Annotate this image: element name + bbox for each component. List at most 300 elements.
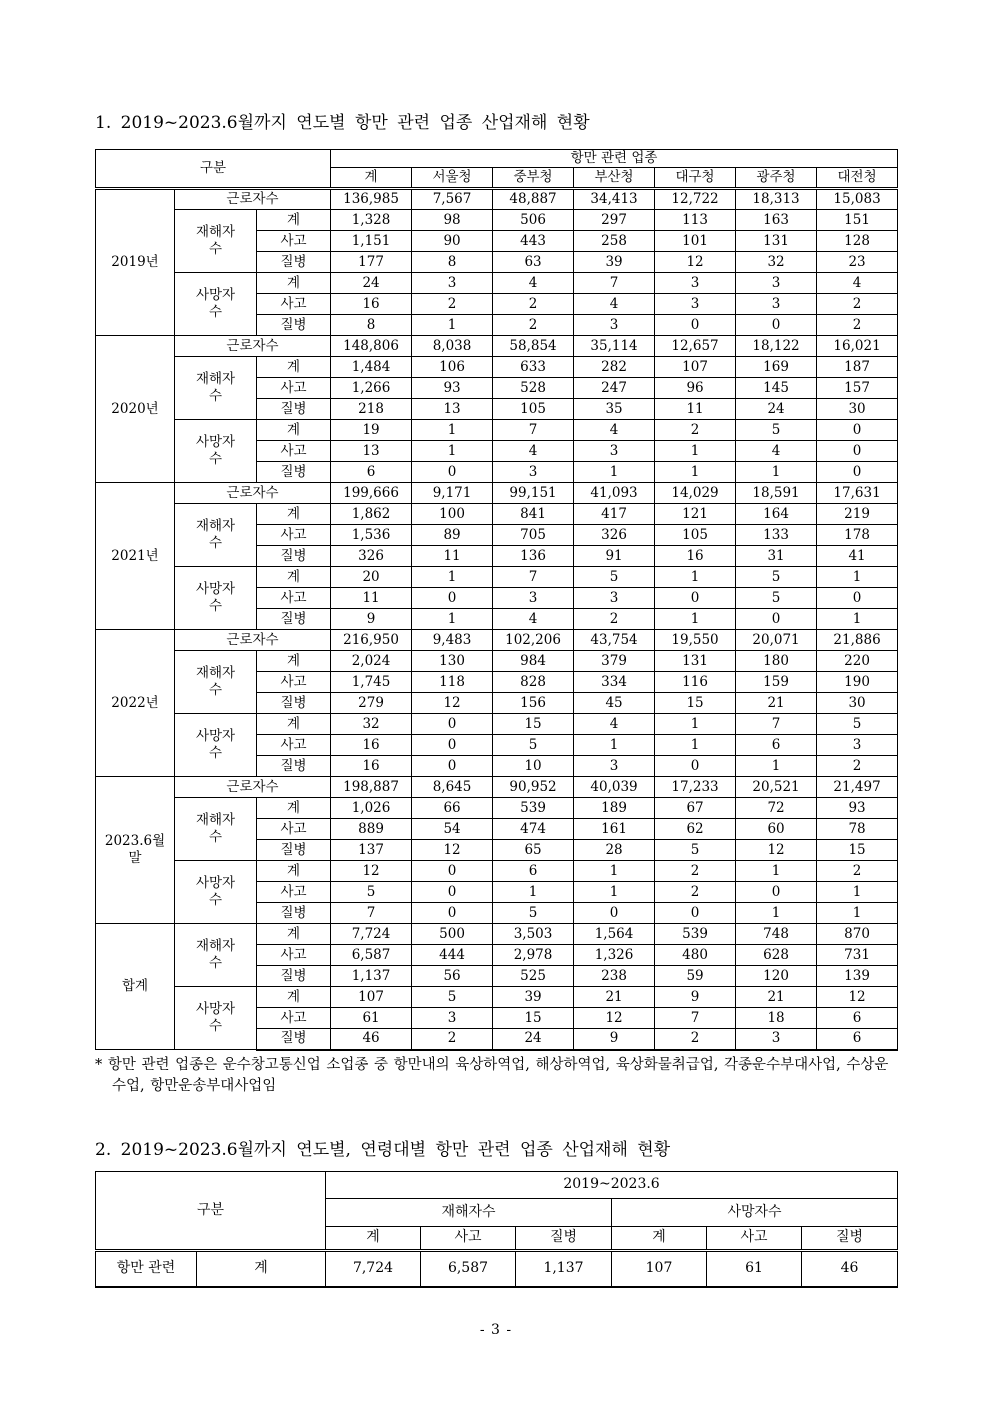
category-cell-text: 재해자수	[195, 518, 236, 552]
value-cell: 2	[817, 861, 898, 882]
value-cell: 1	[412, 420, 493, 441]
value-cell: 1	[655, 714, 736, 735]
value-cell: 7,567	[412, 189, 493, 210]
value-cell: 0	[655, 315, 736, 336]
value-cell: 528	[493, 378, 574, 399]
row-label-cell: 계	[257, 420, 331, 441]
value-cell: 2	[655, 882, 736, 903]
category-cell-text: 재해자수	[195, 812, 236, 846]
category-cell-text: 재해자수	[195, 665, 236, 699]
value-cell: 16,021	[817, 336, 898, 357]
value-cell: 0	[655, 903, 736, 924]
value-cell: 216,950	[331, 630, 412, 651]
workers-label-cell: 근로자수	[175, 483, 331, 504]
col-header-cell: 중부청	[493, 168, 574, 189]
corner-cell: 구분	[96, 150, 331, 189]
value-cell: 1,745	[331, 672, 412, 693]
value-cell: 24	[736, 399, 817, 420]
value-cell: 99,151	[493, 483, 574, 504]
table-row	[96, 420, 898, 441]
value-cell: 39	[574, 252, 655, 273]
value-cell: 28	[574, 840, 655, 861]
value-cell: 7	[655, 1008, 736, 1029]
row-label-cell: 계	[257, 924, 331, 945]
value-cell: 19,550	[655, 630, 736, 651]
row-label-cell: 계	[257, 357, 331, 378]
value-cell: 120	[736, 966, 817, 987]
row-label-cell: 사고	[257, 378, 331, 399]
value-cell: 8,038	[412, 336, 493, 357]
value-cell: 8,645	[412, 777, 493, 798]
value-cell: 7	[574, 273, 655, 294]
value-cell: 417	[574, 504, 655, 525]
value-cell: 1	[655, 441, 736, 462]
year-cell-text: 2022년	[111, 694, 159, 711]
value-cell: 116	[655, 672, 736, 693]
table-row	[96, 1171, 898, 1198]
value-cell: 2,978	[493, 945, 574, 966]
table-row	[96, 504, 898, 525]
col-header-cell: 계	[326, 1226, 421, 1250]
value-cell: 633	[493, 357, 574, 378]
value-cell: 539	[655, 924, 736, 945]
value-cell: 63	[493, 252, 574, 273]
row-label-cell: 사고	[257, 672, 331, 693]
value-cell: 539	[493, 798, 574, 819]
value-cell: 705	[493, 525, 574, 546]
row-label-cell: 질병	[257, 462, 331, 483]
row-label-cell: 계	[257, 504, 331, 525]
value-cell: 16	[331, 735, 412, 756]
row-label-cell: 사고	[257, 525, 331, 546]
category-cell	[175, 987, 257, 1050]
row-label-cell: 사고	[257, 882, 331, 903]
value-cell: 6	[736, 735, 817, 756]
value-cell: 5	[736, 567, 817, 588]
value-cell: 180	[736, 651, 817, 672]
category-cell-text: 재해자수	[195, 938, 236, 972]
value-cell: 8	[412, 252, 493, 273]
value-cell: 9,483	[412, 630, 493, 651]
value-cell: 0	[412, 735, 493, 756]
row-label-cell: 계	[257, 567, 331, 588]
value-cell: 1	[817, 609, 898, 630]
value-cell: 3	[655, 294, 736, 315]
category-cell	[175, 924, 257, 987]
value-cell: 93	[412, 378, 493, 399]
category-cell	[175, 651, 257, 714]
row-label-cell: 질병	[257, 1029, 331, 1050]
value-cell: 2	[493, 315, 574, 336]
value-cell: 2	[655, 420, 736, 441]
value-cell: 2,024	[331, 651, 412, 672]
row-label-cell: 질병	[257, 966, 331, 987]
value-cell: 45	[574, 693, 655, 714]
col-header-cell: 대구청	[655, 168, 736, 189]
value-cell: 3	[412, 273, 493, 294]
value-cell: 628	[736, 945, 817, 966]
value-cell: 102,206	[493, 630, 574, 651]
value-cell: 128	[817, 231, 898, 252]
value-cell: 35,114	[574, 336, 655, 357]
value-cell: 525	[493, 966, 574, 987]
value-cell: 145	[736, 378, 817, 399]
category-cell	[175, 210, 257, 273]
value-cell: 0	[817, 420, 898, 441]
year-cell	[96, 924, 175, 1050]
category-cell	[175, 861, 257, 924]
row-label-cell: 사고	[257, 819, 331, 840]
value-cell: 11	[331, 588, 412, 609]
value-cell: 48,887	[493, 189, 574, 210]
value-cell: 1	[817, 882, 898, 903]
category-cell-text: 사망자수	[195, 287, 236, 321]
row-label-cell: 사고	[257, 1008, 331, 1029]
value-cell: 15	[493, 1008, 574, 1029]
value-cell: 121	[655, 504, 736, 525]
value-cell: 9	[574, 1029, 655, 1050]
value-cell: 93	[817, 798, 898, 819]
value-cell: 131	[736, 231, 817, 252]
value-cell: 282	[574, 357, 655, 378]
value-cell: 7	[493, 420, 574, 441]
value-cell: 13	[412, 399, 493, 420]
value-cell: 159	[736, 672, 817, 693]
value-cell: 12	[412, 840, 493, 861]
value-cell: 16	[331, 756, 412, 777]
table-row	[96, 861, 898, 882]
value-cell: 4	[574, 420, 655, 441]
value-cell: 106	[412, 357, 493, 378]
workers-label-cell: 근로자수	[175, 336, 331, 357]
value-cell: 130	[412, 651, 493, 672]
row-label-cell: 계	[257, 651, 331, 672]
group-header-cell: 재해자수	[326, 1198, 612, 1226]
footnote: * 항만 관련 업종은 운수창고통신업 소업종 중 항만내의 육상하역업, 해상하역업, 육상화물취급업, 각종운수부대사업, 수상운수업, 항만운송부대사업임	[95, 1056, 889, 1094]
value-cell: 1,137	[516, 1250, 612, 1287]
value-cell: 5	[493, 735, 574, 756]
value-cell: 1	[412, 441, 493, 462]
value-cell: 4	[574, 294, 655, 315]
value-cell: 13	[331, 441, 412, 462]
value-cell: 5	[655, 840, 736, 861]
value-cell: 0	[817, 462, 898, 483]
value-cell: 96	[655, 378, 736, 399]
year-cell-text: 2021년	[111, 547, 159, 564]
year-cell	[96, 483, 175, 630]
value-cell: 18,313	[736, 189, 817, 210]
year-cell-text: 2020년	[111, 400, 159, 417]
value-cell: 2	[655, 861, 736, 882]
value-cell: 5	[412, 987, 493, 1008]
table-row	[96, 210, 898, 231]
value-cell: 9	[655, 987, 736, 1008]
value-cell: 35	[574, 399, 655, 420]
value-cell: 9	[331, 609, 412, 630]
value-cell: 4	[493, 273, 574, 294]
value-cell: 279	[331, 693, 412, 714]
value-cell: 7	[736, 714, 817, 735]
col-header-cell: 계	[331, 168, 412, 189]
value-cell: 39	[493, 987, 574, 1008]
value-cell: 2	[412, 294, 493, 315]
value-cell: 15	[655, 693, 736, 714]
value-cell: 748	[736, 924, 817, 945]
table-row	[96, 1250, 898, 1287]
value-cell: 21,497	[817, 777, 898, 798]
value-cell: 66	[412, 798, 493, 819]
value-cell: 12	[736, 840, 817, 861]
value-cell: 21	[574, 987, 655, 1008]
value-cell: 1,137	[331, 966, 412, 987]
year-cell-text: 합계	[121, 978, 149, 995]
value-cell: 0	[736, 315, 817, 336]
value-cell: 1	[736, 462, 817, 483]
table-row	[96, 798, 898, 819]
year-cell-text: 2019년	[111, 254, 159, 271]
value-cell: 7,724	[331, 924, 412, 945]
table-row	[96, 336, 898, 357]
section1-title: 1. 2019~2023.6월까지 연도별 항만 관련 업종 산업재해 현황	[95, 113, 590, 133]
value-cell: 3	[574, 441, 655, 462]
value-cell: 480	[655, 945, 736, 966]
row-label-cell: 계	[197, 1250, 326, 1287]
value-cell: 4	[736, 441, 817, 462]
value-cell: 105	[493, 399, 574, 420]
value-cell: 0	[412, 882, 493, 903]
value-cell: 2	[412, 1029, 493, 1050]
value-cell: 78	[817, 819, 898, 840]
category-cell: 항만 관련	[96, 1250, 197, 1287]
row-label-cell: 질병	[257, 693, 331, 714]
value-cell: 3	[493, 588, 574, 609]
value-cell: 21	[736, 987, 817, 1008]
table-row	[96, 651, 898, 672]
value-cell: 2	[817, 315, 898, 336]
value-cell: 1,266	[331, 378, 412, 399]
row-label-cell: 질병	[257, 252, 331, 273]
value-cell: 12	[655, 252, 736, 273]
value-cell: 3	[655, 273, 736, 294]
value-cell: 5	[331, 882, 412, 903]
value-cell: 30	[817, 693, 898, 714]
value-cell: 43,754	[574, 630, 655, 651]
value-cell: 10	[493, 756, 574, 777]
value-cell: 18	[736, 1008, 817, 1029]
value-cell: 12	[331, 861, 412, 882]
category-cell-text: 사망자수	[195, 728, 236, 762]
value-cell: 258	[574, 231, 655, 252]
value-cell: 1,484	[331, 357, 412, 378]
value-cell: 3	[412, 1008, 493, 1029]
value-cell: 17,233	[655, 777, 736, 798]
value-cell: 136	[493, 546, 574, 567]
value-cell: 5	[736, 420, 817, 441]
col-header-cell: 부산청	[574, 168, 655, 189]
value-cell: 5	[493, 903, 574, 924]
group-header-cell: 사망자수	[612, 1198, 898, 1226]
value-cell: 157	[817, 378, 898, 399]
value-cell: 0	[817, 441, 898, 462]
row-label-cell: 계	[257, 987, 331, 1008]
row-label-cell: 질병	[257, 609, 331, 630]
value-cell: 131	[655, 651, 736, 672]
row-label-cell: 질병	[257, 840, 331, 861]
value-cell: 189	[574, 798, 655, 819]
value-cell: 1	[412, 609, 493, 630]
value-cell: 58,854	[493, 336, 574, 357]
value-cell: 1	[817, 903, 898, 924]
value-cell: 6	[817, 1008, 898, 1029]
row-label-cell: 사고	[257, 588, 331, 609]
table-row	[96, 630, 898, 651]
value-cell: 32	[736, 252, 817, 273]
table-row	[96, 924, 898, 945]
value-cell: 1,026	[331, 798, 412, 819]
value-cell: 0	[736, 609, 817, 630]
category-cell	[175, 798, 257, 861]
value-cell: 1	[655, 462, 736, 483]
value-cell: 3	[736, 294, 817, 315]
value-cell: 0	[412, 861, 493, 882]
value-cell: 1	[736, 903, 817, 924]
value-cell: 3,503	[493, 924, 574, 945]
category-cell-text: 사망자수	[195, 875, 236, 909]
value-cell: 334	[574, 672, 655, 693]
value-cell: 11	[412, 546, 493, 567]
workers-label-cell: 근로자수	[175, 630, 331, 651]
value-cell: 91	[574, 546, 655, 567]
value-cell: 98	[412, 210, 493, 231]
value-cell: 34,413	[574, 189, 655, 210]
value-cell: 7	[331, 903, 412, 924]
value-cell: 9,171	[412, 483, 493, 504]
value-cell: 3	[574, 588, 655, 609]
value-cell: 6	[493, 861, 574, 882]
corner-cell: 구분	[96, 1171, 326, 1250]
table-row	[96, 357, 898, 378]
year-cell-text: 2023.6월말	[104, 833, 166, 867]
category-cell	[175, 504, 257, 567]
value-cell: 0	[817, 588, 898, 609]
value-cell: 151	[817, 210, 898, 231]
year-cell	[96, 777, 175, 924]
table-row	[96, 483, 898, 504]
value-cell: 187	[817, 357, 898, 378]
value-cell: 16	[331, 294, 412, 315]
value-cell: 219	[817, 504, 898, 525]
group-header-cell: 항만 관련 업종	[331, 150, 898, 168]
workers-label-cell: 근로자수	[175, 189, 331, 210]
category-cell	[175, 273, 257, 336]
value-cell: 20	[331, 567, 412, 588]
col-header-cell: 광주청	[736, 168, 817, 189]
period-header-cell: 2019~2023.6	[326, 1171, 898, 1198]
category-cell	[175, 420, 257, 483]
value-cell: 30	[817, 399, 898, 420]
value-cell: 1,328	[331, 210, 412, 231]
value-cell: 0	[412, 714, 493, 735]
value-cell: 54	[412, 819, 493, 840]
table-row	[96, 273, 898, 294]
value-cell: 326	[331, 546, 412, 567]
value-cell: 46	[802, 1250, 898, 1287]
value-cell: 0	[736, 882, 817, 903]
value-cell: 889	[331, 819, 412, 840]
category-cell	[175, 567, 257, 630]
value-cell: 0	[412, 588, 493, 609]
row-label-cell: 사고	[257, 945, 331, 966]
value-cell: 3	[736, 1029, 817, 1050]
value-cell: 14,029	[655, 483, 736, 504]
value-cell: 178	[817, 525, 898, 546]
col-header-cell: 사고	[707, 1226, 802, 1250]
section2-title: 2. 2019~2023.6월까지 연도별, 연령대별 항만 관련 업종 산업재해 현황	[95, 1139, 671, 1160]
value-cell: 59	[655, 966, 736, 987]
table-row	[96, 987, 898, 1008]
value-cell: 1	[736, 756, 817, 777]
value-cell: 1,862	[331, 504, 412, 525]
value-cell: 4	[493, 441, 574, 462]
value-cell: 90	[412, 231, 493, 252]
row-label-cell: 계	[257, 210, 331, 231]
value-cell: 474	[493, 819, 574, 840]
value-cell: 4	[574, 714, 655, 735]
value-cell: 870	[817, 924, 898, 945]
value-cell: 3	[493, 462, 574, 483]
value-cell: 198,887	[331, 777, 412, 798]
table-row	[96, 714, 898, 735]
value-cell: 18,122	[736, 336, 817, 357]
value-cell: 118	[412, 672, 493, 693]
value-cell: 2	[493, 294, 574, 315]
value-cell: 105	[655, 525, 736, 546]
table-row	[96, 150, 898, 168]
value-cell: 5	[574, 567, 655, 588]
row-label-cell: 질병	[257, 756, 331, 777]
value-cell: 297	[574, 210, 655, 231]
value-cell: 0	[655, 756, 736, 777]
value-cell: 3	[574, 315, 655, 336]
row-label-cell: 사고	[257, 294, 331, 315]
value-cell: 220	[817, 651, 898, 672]
table-row	[96, 567, 898, 588]
value-cell: 139	[817, 966, 898, 987]
row-label-cell: 질병	[257, 546, 331, 567]
value-cell: 24	[493, 1029, 574, 1050]
value-cell: 5	[736, 588, 817, 609]
category-cell-text: 재해자수	[195, 371, 236, 405]
value-cell: 500	[412, 924, 493, 945]
value-cell: 984	[493, 651, 574, 672]
value-cell: 156	[493, 693, 574, 714]
value-cell: 379	[574, 651, 655, 672]
category-cell-text: 사망자수	[195, 434, 236, 468]
value-cell: 163	[736, 210, 817, 231]
value-cell: 247	[574, 378, 655, 399]
value-cell: 161	[574, 819, 655, 840]
value-cell: 1	[412, 315, 493, 336]
table-row	[96, 777, 898, 798]
value-cell: 23	[817, 252, 898, 273]
value-cell: 4	[493, 609, 574, 630]
value-cell: 506	[493, 210, 574, 231]
value-cell: 15,083	[817, 189, 898, 210]
value-cell: 137	[331, 840, 412, 861]
row-label-cell: 질병	[257, 399, 331, 420]
col-header-cell: 서울청	[412, 168, 493, 189]
value-cell: 238	[574, 966, 655, 987]
